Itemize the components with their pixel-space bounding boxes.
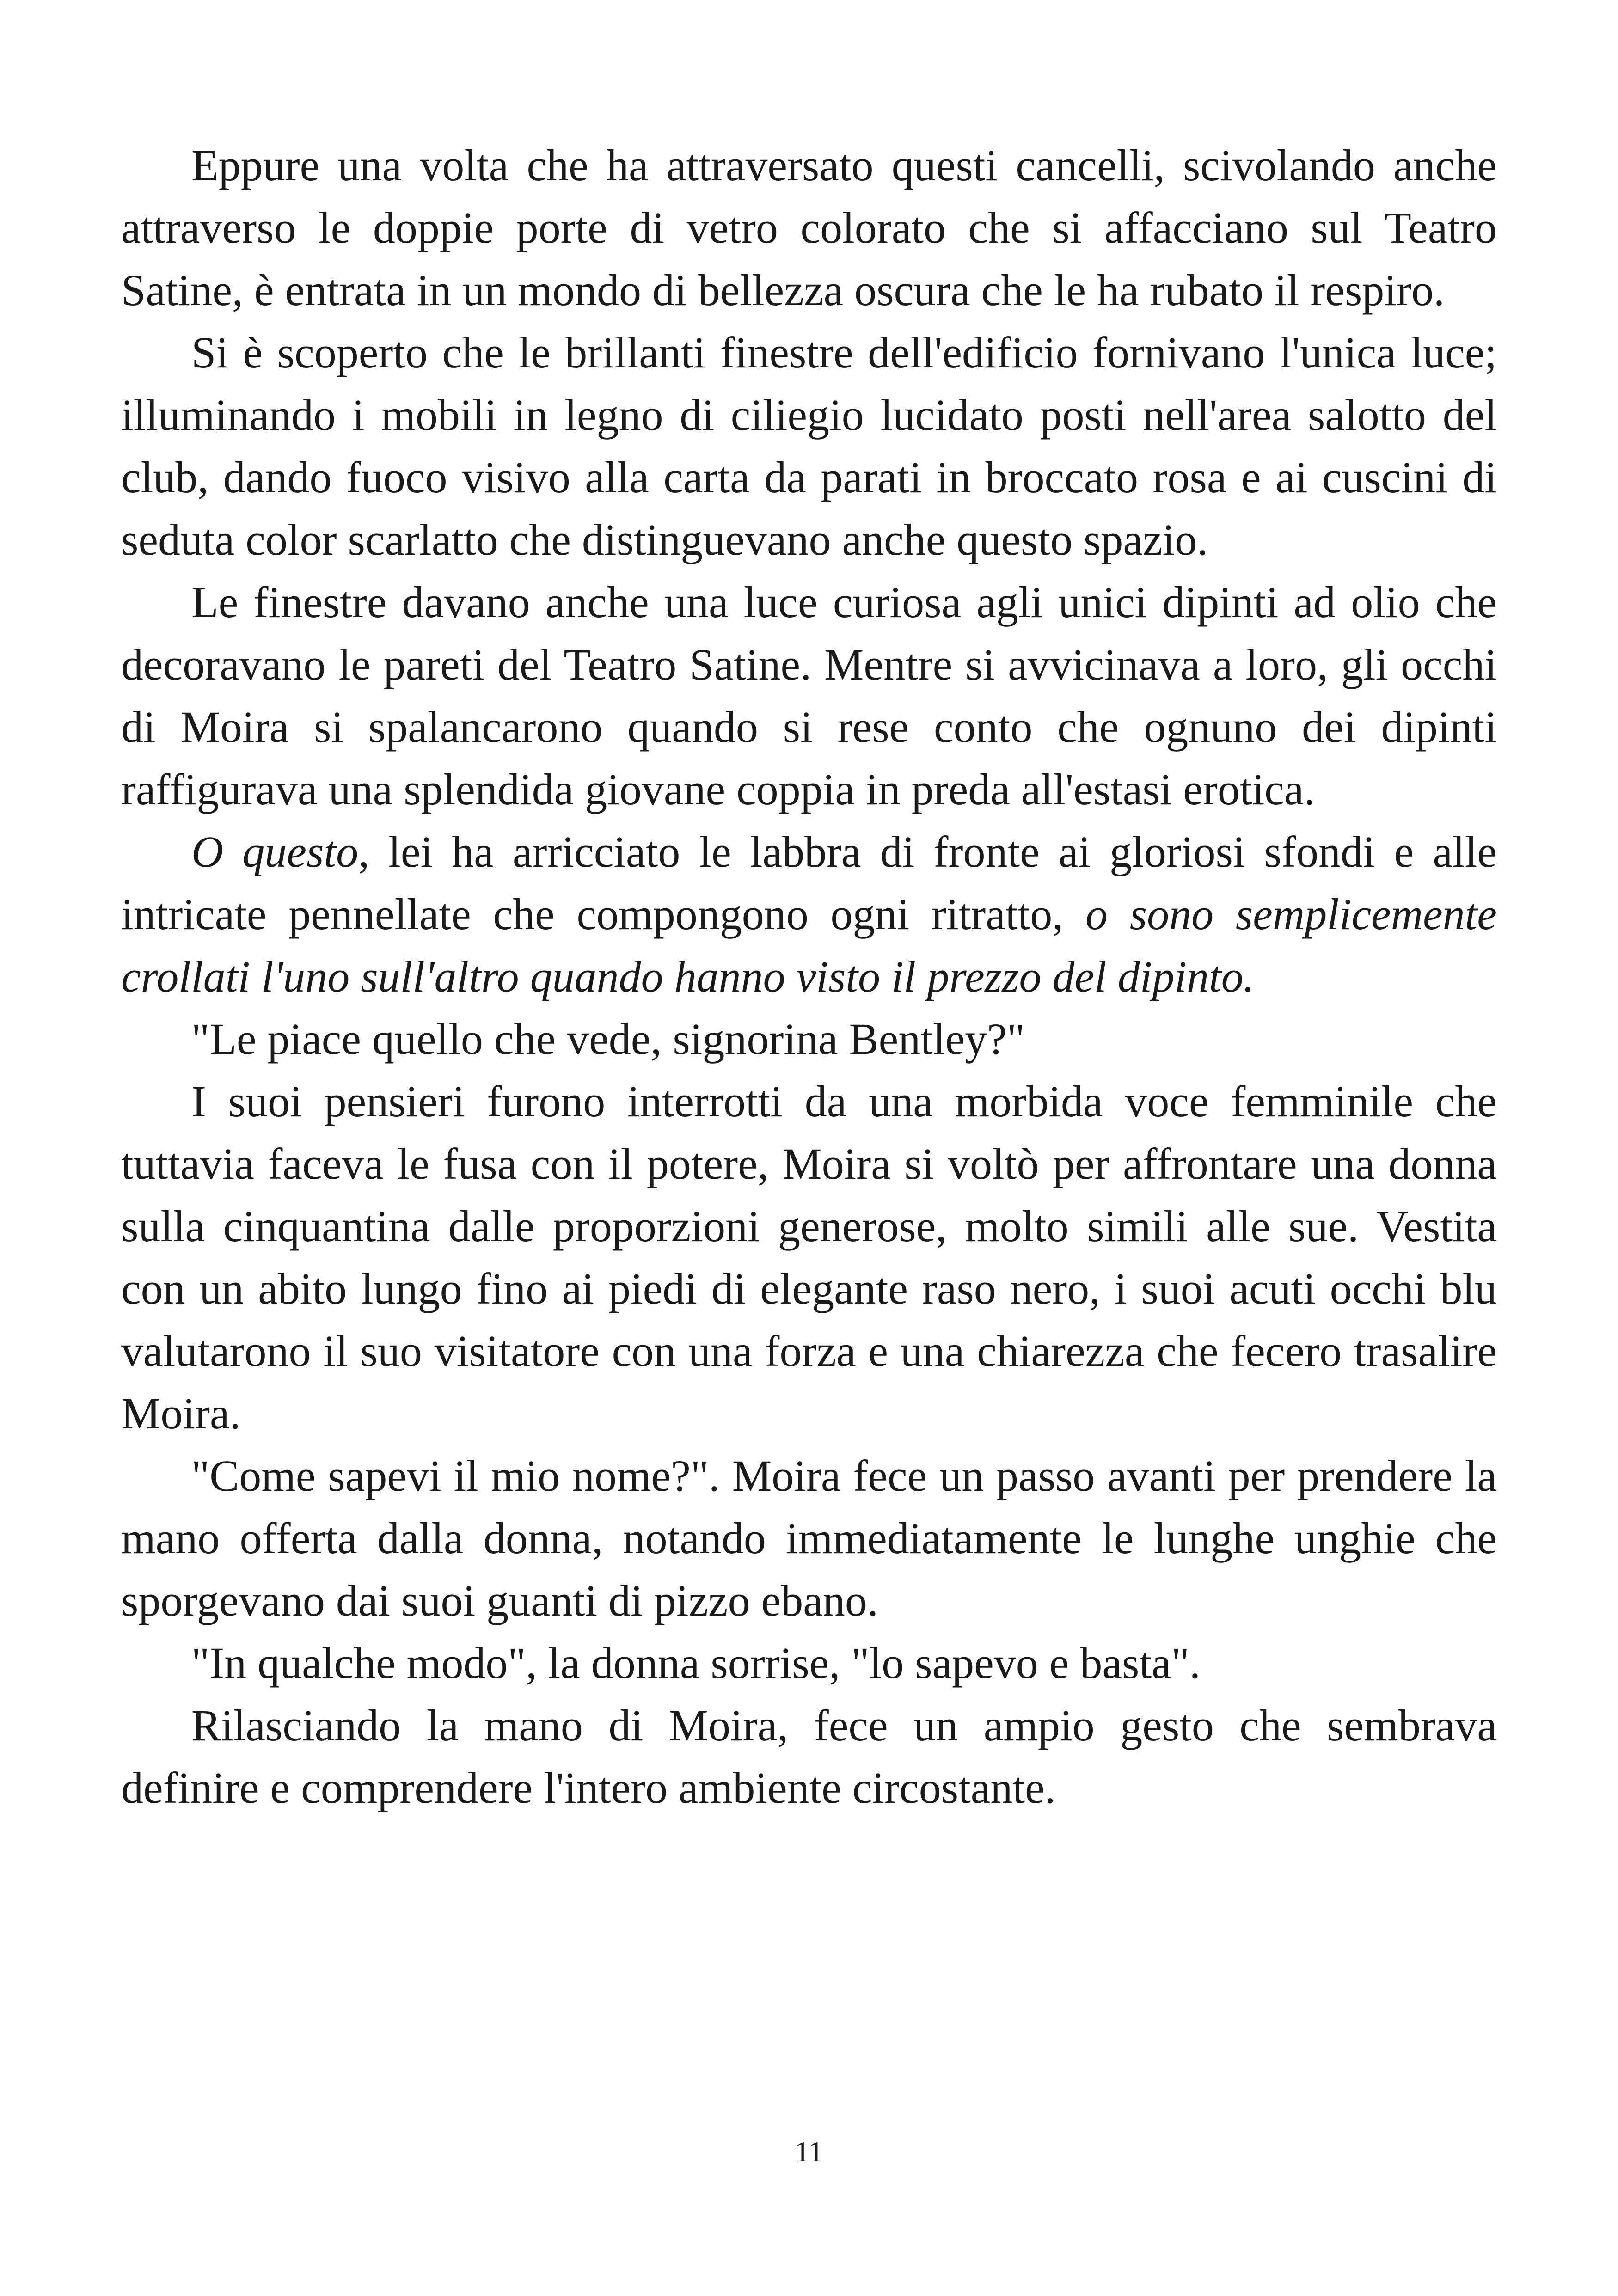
paragraph-7-text: "Come sapevi il mio nome?". Moira fece un passo avanti per prendere la mano offerta dalla donna, notando immediatamente le lunghe unghie che sporgevano dai suoi guanti di pizzo ebano.: [121, 1451, 1497, 1625]
paragraph-8-text: "In qualche modo", la donna sorrise, "lo sapevo e basta".: [191, 1638, 1201, 1688]
paragraph-4-italic-end: o sono semplicemente crollati l'uno sull'altro quando hanno visto il prezzo del dipinto.: [121, 889, 1497, 1001]
paragraph-2-text: Si è scoperto che le brillanti finestre dell'edificio fornivano l'unica luce; illuminando i mobili in legno di ciliegio lucidato posti nell'area salotto del club, dando fuoco visivo alla carta da parati in broccato rosa e ai cuscini di seduta color scarlatto che distinguevano anche questo spazio.: [121, 328, 1497, 564]
paragraph-8: [121, 1632, 1497, 1694]
paragraph-3-text: Le finestre davano anche una luce curiosa agli unici dipinti ad olio che decoravano le pareti del Teatro Satine. Mentre si avvicinava a loro, gli occhi di Moira si spalancarono quando si rese conto che ognuno dei dipinti raffigurava una splendida giovane coppia in preda all'estasi erotica.: [121, 577, 1497, 814]
paragraph-6: [121, 1070, 1497, 1445]
page-body: [121, 134, 1497, 1819]
paragraph-5-text: "Le piace quello che vede, signorina Bentley?": [191, 1014, 1025, 1064]
paragraph-1: [121, 134, 1497, 321]
paragraph-4: [121, 820, 1497, 1008]
paragraph-5: [121, 1008, 1497, 1070]
paragraph-9: [121, 1694, 1497, 1819]
paragraph-6-text: I suoi pensieri furono interrotti da una morbida voce femminile che tuttavia faceva le fusa con il potere, Moira si voltò per affrontare una donna sulla cinquantina dalle proporzioni generose, molto simili alle sue. Vestita con un abito lungo fino ai piedi di elegante raso nero, i suoi acuti occhi blu valutarono il suo visitatore con una forza e una chiarezza che fecero trasalire Moira.: [121, 1077, 1497, 1438]
paragraph-2: [121, 321, 1497, 571]
paragraph-9-text: Rilasciando la mano di Moira, fece un ampio gesto che sembrava definire e comprendere l'intero ambiente circostante.: [121, 1701, 1497, 1812]
page-number: 11: [795, 2135, 823, 2168]
paragraph-4-italic-start: O questo: [191, 827, 359, 876]
paragraph-1-text: Eppure una volta che ha attraversato questi cancelli, scivolando anche attraverso le doppie porte di vetro colorato che si affacciano sul Teatro Satine, è entrata in un mondo di bellezza oscura che le ha rubato il respiro.: [121, 141, 1497, 315]
paragraph-3: [121, 571, 1497, 820]
paragraph-4-text: , lei ha arricciato le labbra di fronte ai gloriosi sfondi e alle intricate pennellate che compongono ogni ritratto,: [121, 827, 1497, 939]
paragraph-7: [121, 1445, 1497, 1632]
